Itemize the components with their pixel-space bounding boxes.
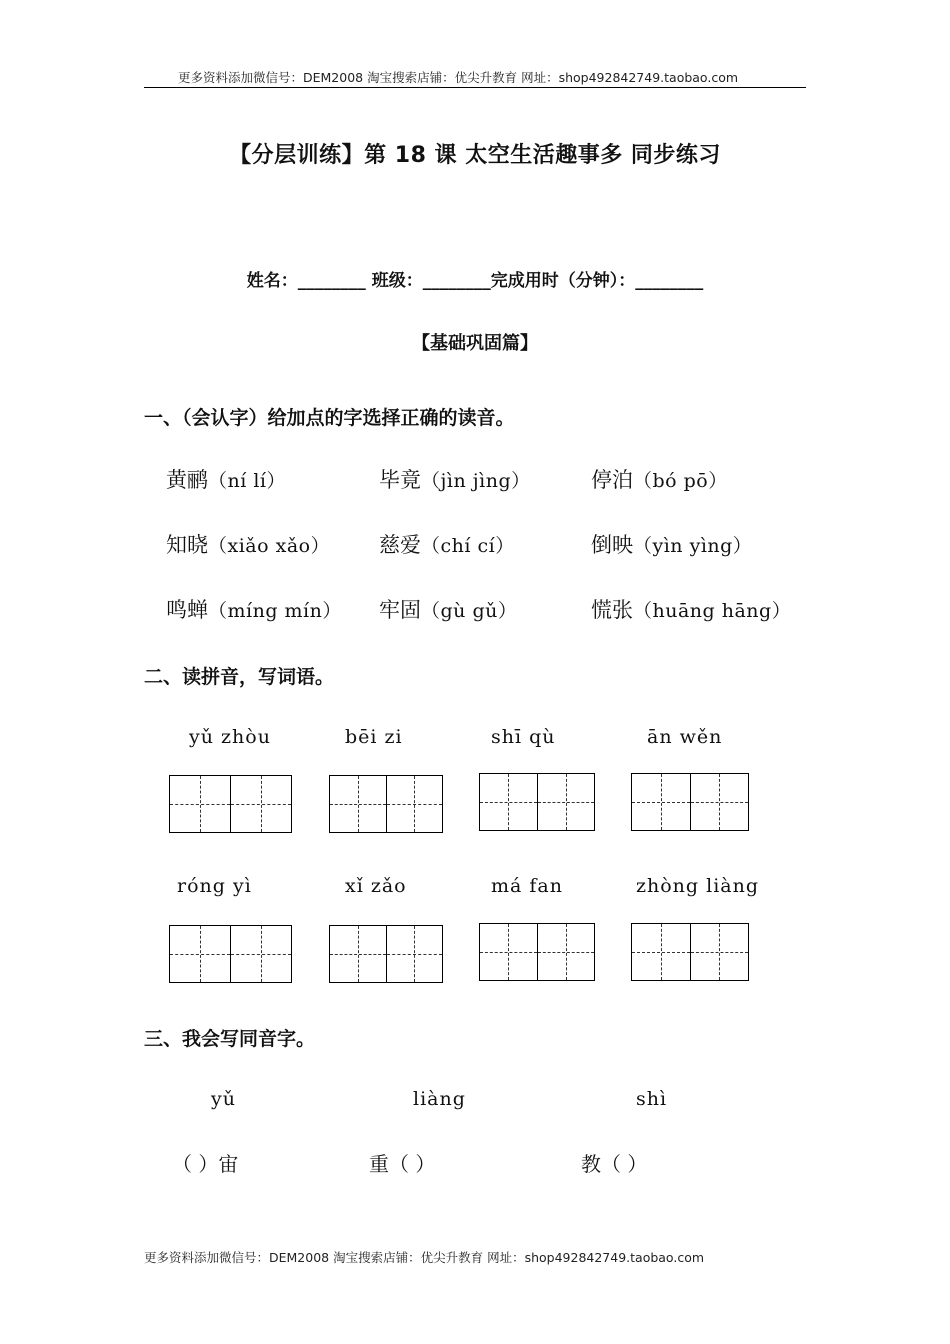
pinyin-label: yǔ [211, 1088, 236, 1110]
homophone-blank[interactable]: （ ）宙 [172, 1152, 239, 1176]
list-item [591, 464, 728, 494]
homophone-blank[interactable]: 重（ ） [369, 1152, 436, 1176]
section2-heading: 二、读拼音，写词语。 [144, 666, 335, 688]
pinyin-options: （gù gǔ） [421, 600, 518, 622]
word: 停泊 [591, 468, 633, 492]
writing-grid[interactable] [631, 773, 749, 831]
writing-grid[interactable] [479, 773, 595, 831]
pinyin-options: （ní lí） [208, 470, 287, 492]
word: 毕竟 [379, 468, 421, 492]
writing-cell[interactable] [330, 776, 386, 832]
homophone-blank[interactable]: 教（ ） [581, 1152, 648, 1176]
pinyin-options: （jìn jìng） [421, 470, 531, 492]
pinyin-label: shī qù [491, 726, 556, 748]
pinyin-options: （bó pō） [633, 470, 728, 492]
list-item [379, 529, 515, 559]
writing-cell[interactable] [230, 926, 291, 982]
writing-cell[interactable] [170, 926, 230, 982]
pinyin-options: （míng mín） [208, 600, 342, 622]
writing-cell[interactable] [170, 776, 230, 832]
writing-grid[interactable] [631, 923, 749, 981]
list-item [166, 529, 330, 559]
list-item [591, 529, 752, 559]
pinyin-options: （chí cí） [421, 535, 515, 557]
pinyin-label: shì [636, 1088, 668, 1110]
writing-cell[interactable] [632, 774, 690, 830]
writing-cell[interactable] [632, 924, 690, 980]
page-title: 【分层训练】第 18 课 太空生活趣事多 同步练习 [229, 143, 721, 168]
writing-cell[interactable] [537, 924, 595, 980]
word: 黄鹂 [166, 468, 208, 492]
section3-heading: 三、我会写同音字。 [144, 1028, 316, 1050]
header-note: 更多资料添加微信号：DEM2008 淘宝搜索店铺：优尖升教育 网址：shop492842749.taobao.com [178, 70, 739, 85]
pinyin-label: má fan [491, 875, 563, 897]
list-item [591, 594, 791, 624]
word: 鸣蝉 [166, 598, 208, 622]
pinyin-label: bēi zi [345, 726, 403, 748]
word: 知晓 [166, 533, 208, 557]
writing-cell[interactable] [537, 774, 595, 830]
list-item [379, 594, 517, 624]
word: 倒映 [591, 533, 633, 557]
section1-heading: 一、（会认字）给加点的字选择正确的读音。 [144, 407, 515, 429]
pinyin-options: （xiǎo xǎo） [208, 535, 331, 557]
pinyin-label: yǔ zhòu [189, 726, 271, 748]
writing-grid[interactable] [169, 775, 292, 833]
writing-cell[interactable] [386, 776, 443, 832]
writing-grid[interactable] [329, 925, 443, 983]
word: 慌张 [591, 598, 633, 622]
pinyin-options: （huāng hāng） [633, 600, 792, 622]
writing-cell[interactable] [690, 924, 749, 980]
header-rule [144, 87, 806, 88]
pinyin-label: róng yì [177, 875, 252, 897]
footer-note: 更多资料添加微信号：DEM2008 淘宝搜索店铺：优尖升教育 网址：shop492842749.taobao.com [144, 1250, 705, 1265]
writing-cell[interactable] [690, 774, 749, 830]
writing-grid[interactable] [169, 925, 292, 983]
writing-grid[interactable] [479, 923, 595, 981]
pinyin-label: zhòng liàng [636, 875, 760, 897]
writing-grid[interactable] [329, 775, 443, 833]
level-heading: 【基础巩固篇】 [412, 333, 538, 354]
pinyin-label: liàng [413, 1088, 466, 1110]
pinyin-options: （yìn yìng） [633, 535, 753, 557]
writing-cell[interactable] [480, 924, 537, 980]
word: 慈爱 [379, 533, 421, 557]
writing-cell[interactable] [230, 776, 291, 832]
list-item [166, 594, 342, 624]
list-item [379, 464, 531, 494]
pinyin-label: xǐ zǎo [345, 875, 407, 897]
writing-cell[interactable] [480, 774, 537, 830]
pinyin-label: ān wěn [647, 726, 723, 748]
word: 牢固 [379, 598, 421, 622]
writing-cell[interactable] [330, 926, 386, 982]
student-info-line: 姓名：________ 班级：________完成用时（分钟）：________ [246, 271, 704, 291]
writing-cell[interactable] [386, 926, 443, 982]
list-item [166, 464, 286, 494]
